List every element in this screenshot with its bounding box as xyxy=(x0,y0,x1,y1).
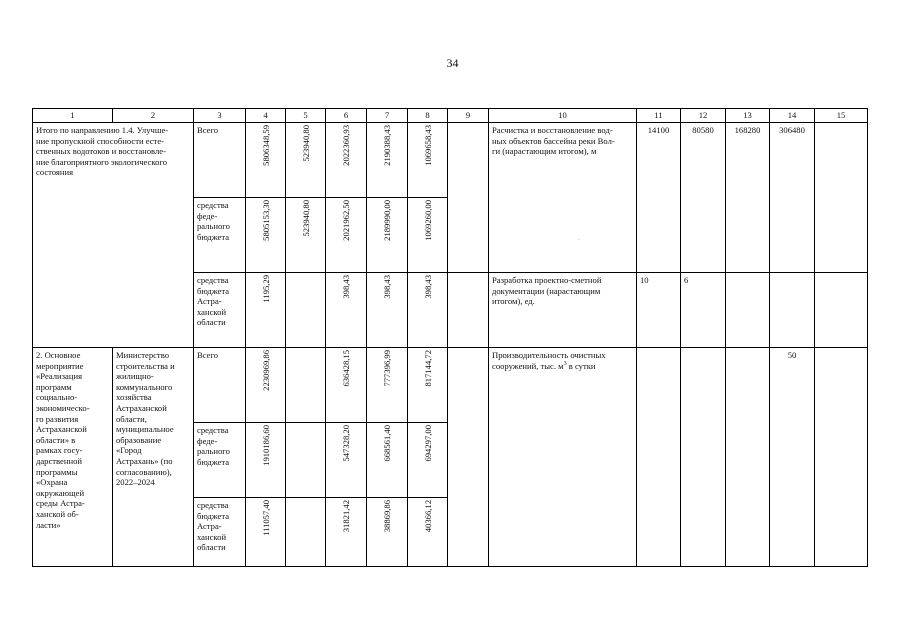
funding-source: средства бюджета Астра- ханской области xyxy=(194,498,246,567)
indicator-name: Расчистка и восстановление вод- ных объектов бассейна реки Вол- ги (нарастающим итогом), м xyxy=(489,123,637,273)
header-cell: 14 xyxy=(770,109,815,123)
indicator-name: Производительность очистных сооружений, тыс. $м^3$ в сутки xyxy=(489,348,637,567)
amount-cell: 547328,20 xyxy=(326,423,367,498)
indicator-value: 14100 xyxy=(637,123,681,273)
header-cell: 11 xyxy=(637,109,681,123)
indicator-name: Разработка проектно-сметной документации (нарастающим итогом), ед. xyxy=(489,273,637,348)
amount-cell: 2230969,86 xyxy=(246,348,286,423)
amount-cell xyxy=(286,498,326,567)
header-cell: 9 xyxy=(448,109,489,123)
amount-cell: 668561,40 xyxy=(367,423,408,498)
indicator-value xyxy=(726,348,770,567)
amount-cell: 2022360,93 xyxy=(326,123,367,198)
indicator-value xyxy=(815,273,868,348)
funding-source: Всего xyxy=(194,123,246,198)
header-cell: 1 xyxy=(33,109,113,123)
amount-cell: 5805153,30 xyxy=(246,198,286,273)
amount-cell: 777396,99 xyxy=(367,348,408,423)
funding-source: средства бюджета Астра- ханской области xyxy=(194,273,246,348)
amount-cell xyxy=(286,273,326,348)
amount-cell: 398,43 xyxy=(326,273,367,348)
empty-cell xyxy=(448,348,489,567)
amount-cell: 636428,15 xyxy=(326,348,367,423)
amount-cell: 2021962,50 xyxy=(326,198,367,273)
amount-cell: 1910186,60 xyxy=(246,423,286,498)
indicator-value xyxy=(815,348,868,567)
indicator-value xyxy=(815,123,868,273)
indicator-value: 10 xyxy=(637,273,681,348)
indicator-value: 168280 xyxy=(726,123,770,273)
amount-cell: 40366,12 xyxy=(408,498,448,567)
amount-cell: 1195,29 xyxy=(246,273,286,348)
amount-cell: 1069658,43 xyxy=(408,123,448,198)
amount-cell: 523940,80 xyxy=(286,198,326,273)
header-cell: 12 xyxy=(681,109,726,123)
amount-cell: 111057,40 xyxy=(246,498,286,567)
header-cell: 8 xyxy=(408,109,448,123)
header-cell: 7 xyxy=(367,109,408,123)
indicator-value xyxy=(726,273,770,348)
amount-cell: 1069260,00 xyxy=(408,198,448,273)
funding-source: Всего xyxy=(194,348,246,423)
header-cell: 6 xyxy=(326,109,367,123)
amount-cell: 2190388,43 xyxy=(367,123,408,198)
funding-source: средства феде- рального бюджета xyxy=(194,198,246,273)
empty-cell xyxy=(448,123,489,273)
main-activity-name: 2. Основное мероприятие «Реализация программ социально- экономическо- го развития Астраханской области» в рамках госу- дарственной программы «Охрана окружающей среды Астра- ханской об- ласти» xyxy=(33,348,113,567)
indicator-value: 50 xyxy=(770,348,815,567)
amount-cell: 817144,72 xyxy=(408,348,448,423)
executor-name: Министерство строительства и жилищно- коммунального хозяйства Астраханской области, муниципальное образование «Город Астрахань» (по согласованию), 2022–2024 xyxy=(113,348,194,567)
indicator-value xyxy=(637,348,681,567)
page-number: 34 xyxy=(446,56,459,70)
amount-cell xyxy=(286,423,326,498)
table-row xyxy=(33,348,868,423)
amount-cell xyxy=(286,348,326,423)
header-cell: 15 xyxy=(815,109,868,123)
header-cell: 2 xyxy=(113,109,194,123)
header-cell: 5 xyxy=(286,109,326,123)
funding-source: средства феде- рального бюджета xyxy=(194,423,246,498)
indicator-value xyxy=(770,273,815,348)
indicator-value: 6 xyxy=(681,273,726,348)
empty-cell xyxy=(448,273,489,348)
stray-mark: · xyxy=(578,237,580,243)
amount-cell: 398,43 xyxy=(367,273,408,348)
header-cell: 4 xyxy=(246,109,286,123)
amount-cell: 5806348,59 xyxy=(246,123,286,198)
header-cell: 3 xyxy=(194,109,246,123)
amount-cell: 398,43 xyxy=(408,273,448,348)
amount-cell: 694297,00 xyxy=(408,423,448,498)
amount-cell: 38869,86 xyxy=(367,498,408,567)
header-row xyxy=(33,109,868,123)
indicator-value xyxy=(681,348,726,567)
header-cell: 10 xyxy=(489,109,637,123)
table-row xyxy=(33,123,868,198)
indicator-value: 306480 xyxy=(770,123,815,273)
amount-cell: 2189990,00 xyxy=(367,198,408,273)
amount-cell: 523940,80 xyxy=(286,123,326,198)
direction-total-name: Итого по направлению 1.4. Улучше- ние пропускной способности есте- ственных водотоков и восстановле- ние благоприятного экологического состояния xyxy=(33,123,194,348)
header-cell: 13 xyxy=(726,109,770,123)
program-table xyxy=(32,108,868,567)
amount-cell: 31821,42 xyxy=(326,498,367,567)
indicator-value: 80580 xyxy=(681,123,726,273)
